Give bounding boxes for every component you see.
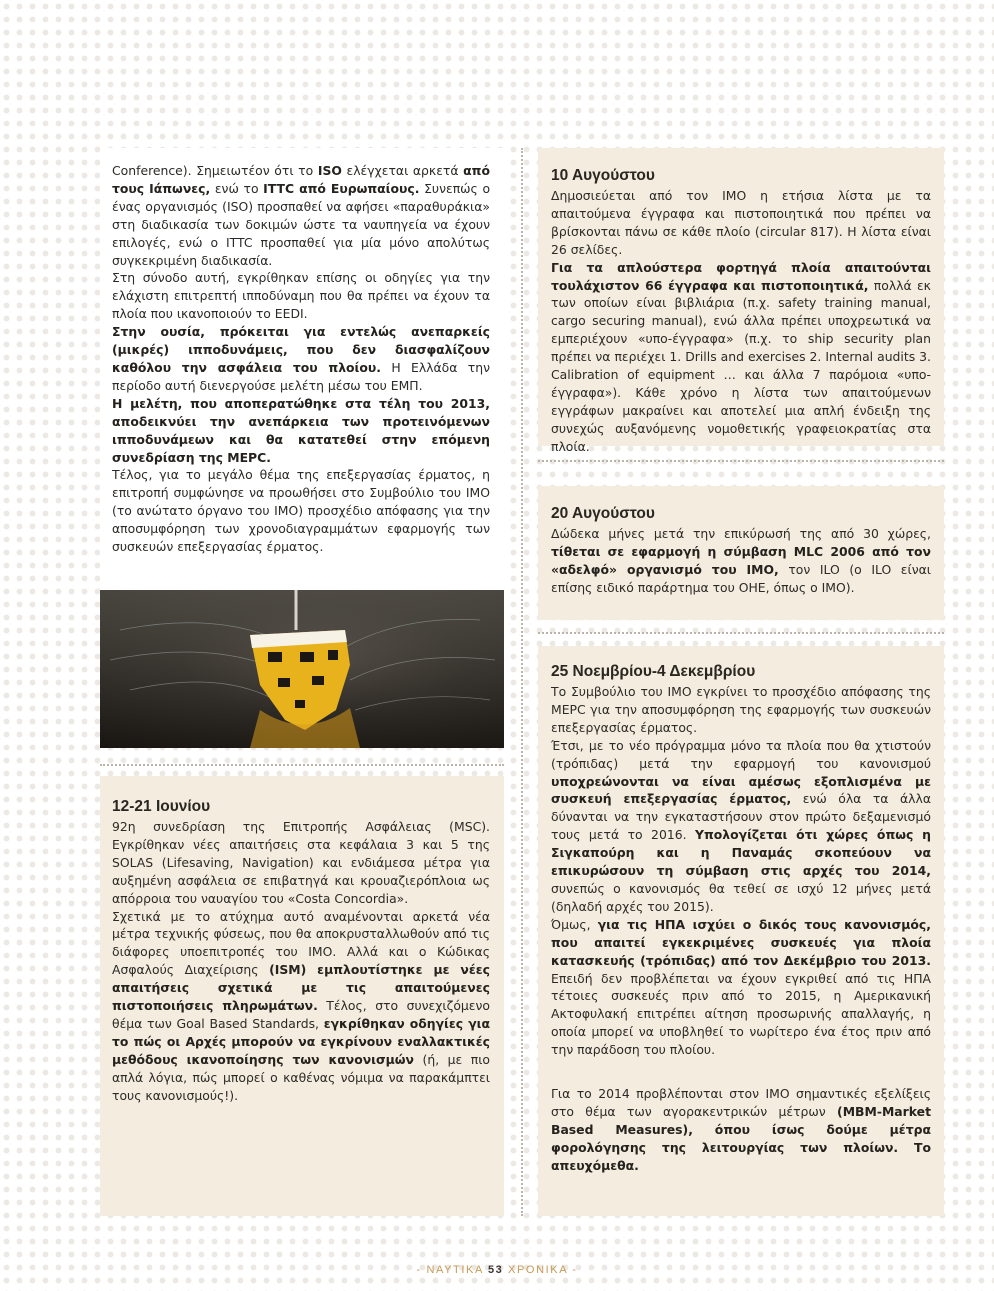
text-run: ενώ όλα τα άλλα δύνανται να την εγκαταστήσουν στον πρώτο δεξαμενισμό τους μετά το 2016. [551, 791, 931, 843]
bold-text: (ISM) εμπλουτίστηκε με νέες απαιτήσεις σχετικά με τις απαιτούμενες πιστοποιήσεις πληρωμάτων. [112, 962, 490, 1014]
text-run: Επειδή δεν προβλέπεται να έχουν εγκριθεί από τις ΗΠΑ τέτοιες συσκευές πριν από το 2015, η Αμερικανική Ακτοφυλακή επιτρέπει αίτηση προσωρινής απαλλαγής, η οποία μπορεί να υποβληθεί το νωρίτερο ένα έτος πριν από την παράδοση του πλοίου. [551, 970, 931, 1058]
bold-text: υποχρεώνονται να είναι αμέσως εξοπλισμένα με συσκευή επεξεργασίας έρματος, [551, 773, 931, 807]
text-run: Έτσι, με το νέο πρόγραμμα μόνο τα πλοία που θα χτιστούν (τρόπιδας) μετά την εφαρμογή του κανονισμού [551, 737, 931, 771]
page-footer [0, 1264, 994, 1276]
paragraph [112, 818, 490, 908]
paragraph [112, 395, 490, 467]
divider-right-1 [538, 460, 944, 462]
bold-text: από τους Ιάπωνες, [112, 163, 490, 196]
aug10-body [551, 187, 931, 456]
june-heading: 12-21 Ιουνίου [112, 798, 211, 815]
text-run: Σχετικά με το ατύχημα αυτό αναμένονται αρκετά νέα μέτρα τεχνικής φύσεως, που θα αποκρυσταλλωθούν από τις διάφορες υποεπιτροπές του ΙΜΟ. Αλλά και ο Κώδικας Ασφαλούς Διαχείρισης [112, 908, 490, 978]
ship-model-illustration [100, 590, 504, 748]
paragraph [112, 162, 490, 269]
nov-closing [551, 1085, 931, 1175]
aug20-body [551, 525, 931, 597]
bold-text: ITTC από Ευρωπαίους. [263, 180, 420, 196]
bold-text: εγκρίθηκαν οδηγίες για το πώς οι Αρχές μπορούν να εγκρίνουν εναλλακτικές μεθόδους ικανοποίησης των κανονισμών [112, 1015, 490, 1067]
paragraph [551, 683, 931, 737]
text-run: Τέλος, στο συνεχιζόμενο θέμα των Goal Based Standards, [112, 998, 490, 1031]
text-run: Όμως, [551, 916, 598, 932]
text-run: ελέγχεται αρκετά [341, 163, 464, 178]
text-run: Τέλος, για το μεγάλο θέμα της επεξεργασίας έρματος, η επιτροπή συμφώνησε να προωθήσει στο Συμβούλιο του ΙΜΟ (το ανώτατο όργανο του ΙΜΟ) προσχέδιο απόφασης για την αποσυμφόρηση των χρονοδιαγραμμάτων εφαρμογής των συσκευών επεξεργασίας έρματος. [112, 467, 490, 555]
bold-text: Για τα απλούστερα φορτηγά πλοία απαιτούνται τουλάχιστον 66 έγγραφα και πιστοποιητικά, [551, 259, 931, 293]
june-box-content [112, 797, 490, 1105]
text-run: Στη σύνοδο αυτή, εγκρίθηκαν επίσης οι οδηγίες για την ελάχιστη επιτρεπτή ιπποδύναμη που θα πρέπει να έχουν τα πλοία που ικανοποιούν το EEDI. [112, 270, 490, 322]
divider-right-2 [538, 632, 944, 634]
text-run: Δώδεκα μήνες μετά την επικύρωσή της από 30 χώρες, [551, 526, 931, 541]
text-run: Δημοσιεύεται από τον ΙΜΟ η ετήσια λίστα με τα απαιτούμενα έγγραφα και πιστοποιητικά που πρέπει να βρίσκονται πάνω σε κάθε πλοίο (circular 817). Η λίστα είναι 26 σελίδες. [551, 188, 931, 257]
text-run: Το Συμβούλιο του ΙΜΟ εγκρίνει το προσχέδιο απόφασης της MEPC για την αποσυμφόρηση της εφαρμογής των συσκευών επεξεργασίας έρματος. [551, 684, 931, 735]
aug20-box-content [551, 504, 931, 597]
footer-left: - ΝΑΥΤΙΚΑ [416, 1264, 488, 1276]
text-run: Η Ελλάδα την περίοδο αυτή διενεργούσε μελέτη μέσω του ΕΜΠ. [112, 359, 490, 393]
bold-text: (MBM-Market Based Measures), όπου ίσως δούμε μέτρα φορολόγησης της λειτουργίας των πλοίων. Το απευχόμεθα. [551, 1103, 931, 1173]
column-divider [521, 148, 523, 1216]
aug20-heading: 20 Αυγούστου [551, 505, 655, 522]
bold-text: Στην ουσία, πρόκειται για εντελώς ανεπαρκείς (μικρές) ιπποδυνάμεις, που δεν διασφαλίζουν καθόλου την ασφάλεια του πλοίου. [112, 324, 490, 375]
bold-text: Η μελέτη, που αποπερατώθηκε στα τέλη του 2013, αποδεικνύει την ανεπάρκεια των προτεινόμενων ιπποδυνάμεων και θα κατατεθεί στην επόμενη συνεδρίαση της MEPC. [112, 395, 490, 465]
text-run: τον ILO (ο ILO είναι επίσης ειδικό παράρτημα του ΟΗΕ, όπως ο ΙΜΟ). [551, 561, 931, 595]
bold-text: για τις ΗΠΑ ισχύει ο δικός τους κανονισμός, που απαιτεί εγκεκριμένες συσκευές για πλοία κατασκευής (τρόπιδας) από τον Δεκέμβριο του 2013. [551, 916, 931, 968]
paragraph [551, 259, 931, 456]
paragraph [551, 525, 931, 597]
text-run: Για το 2014 προβλέπονται στον ΙΜΟ σημαντικές εξελίξεις στο θέμα των αγορακεντρικών μέτρων [551, 1086, 931, 1119]
june-body [112, 818, 490, 1105]
text-run: Conference). Σημειωτέον ότι το [112, 163, 318, 178]
page-number: 53 [487, 1264, 504, 1276]
bold-text: τίθεται σε εφαρμογή η σύμβαση MLC 2006 από τον «αδελφό» οργανισμό του ΙΜΟ, [551, 543, 931, 577]
text-run: συνεπώς ο κανονισμός θα τεθεί σε ισχύ 12 μήνες μετά (δηλαδή αρχές του 2015). [551, 880, 931, 914]
paragraph [551, 187, 931, 259]
text-run: (ή, με πιο απλά λόγια, πώς μπορεί ο καθένας νόμιμα να παρακάμπτει τους κανονισμούς!). [112, 1051, 490, 1103]
paragraph [551, 1085, 931, 1175]
paragraph [551, 737, 931, 916]
text-run: πολλά εκ των οποίων είναι βιβλιάρια (π.χ. safety training manual, cargo securing manual), ενώ άλλα πρέπει υποχρεωτικά να εμπεριέχουν «υπο-έγγραφα» (π.χ. το ship security plan πρέπει να περιέχει 1. Drills and exercises 2. Internal audits 3. Calibration of equipment … και άλλα 7 παρόμοια «υπο-έγγραφα»). Κάθε χρόνο η λίστα των απαιτούμενων εγγράφων μακραίνει και αποτελεί μια απλή ένδειξη της συνεχώς αυξανόμενης νομοθετικής γραφειοκρατίας στα πλοία. [551, 277, 931, 454]
paragraph [112, 908, 490, 1105]
nov-body [551, 683, 931, 1059]
nov-box-content [551, 662, 931, 1059]
text-run: ενώ το [210, 180, 264, 196]
aug10-box-content [551, 166, 931, 456]
text-run: 92η συνεδρίαση της Επιτροπής Ασφάλειας (MSC). Εγκρίθηκαν νέες απαιτήσεις στα κεφάλαια 3 και 5 της SOLAS (Lifesaving, Navigation) και ενδιάμεσα μέτρα για αυξημένη ασφάλεια σε επιβατηγά και κρουαζιερόπλοια ως απόρροια του ναυαγίου του «Costa Concordia». [112, 819, 490, 906]
footer-right: ΧΡΟΝΙΚΑ - [503, 1264, 578, 1276]
paragraph [112, 323, 490, 395]
aug10-heading: 10 Αυγούστου [551, 167, 655, 184]
intro-text [112, 162, 490, 556]
ship-model-photo [100, 590, 504, 748]
paragraph [112, 466, 490, 556]
paragraph [551, 916, 931, 1059]
paragraph [112, 269, 490, 323]
bold-text: Υπολογίζεται ότι χώρες όπως η Σιγκαπούρη και η Παναμάς σκοπεύουν να επικυρώσουν τη σύμβαση στις αρχές του 2014, [551, 827, 931, 879]
text-run: Συνεπώς ο ένας οργανισμός (ISO) προσπαθεί να αφήσει «παραθυράκια» στη διαδικασία των δοκιμών ώστε τα ναυπηγεία να έχουν επιλογές, ενώ ο ITTC προσπαθεί για μία μόνο απολύτως συγκεκριμένη διαδικασία. [112, 180, 491, 268]
bold-text: ISO [317, 163, 342, 178]
divider-left [100, 764, 504, 766]
nov-heading: 25 Νοεμβρίου-4 Δεκεμβρίου [551, 663, 756, 680]
